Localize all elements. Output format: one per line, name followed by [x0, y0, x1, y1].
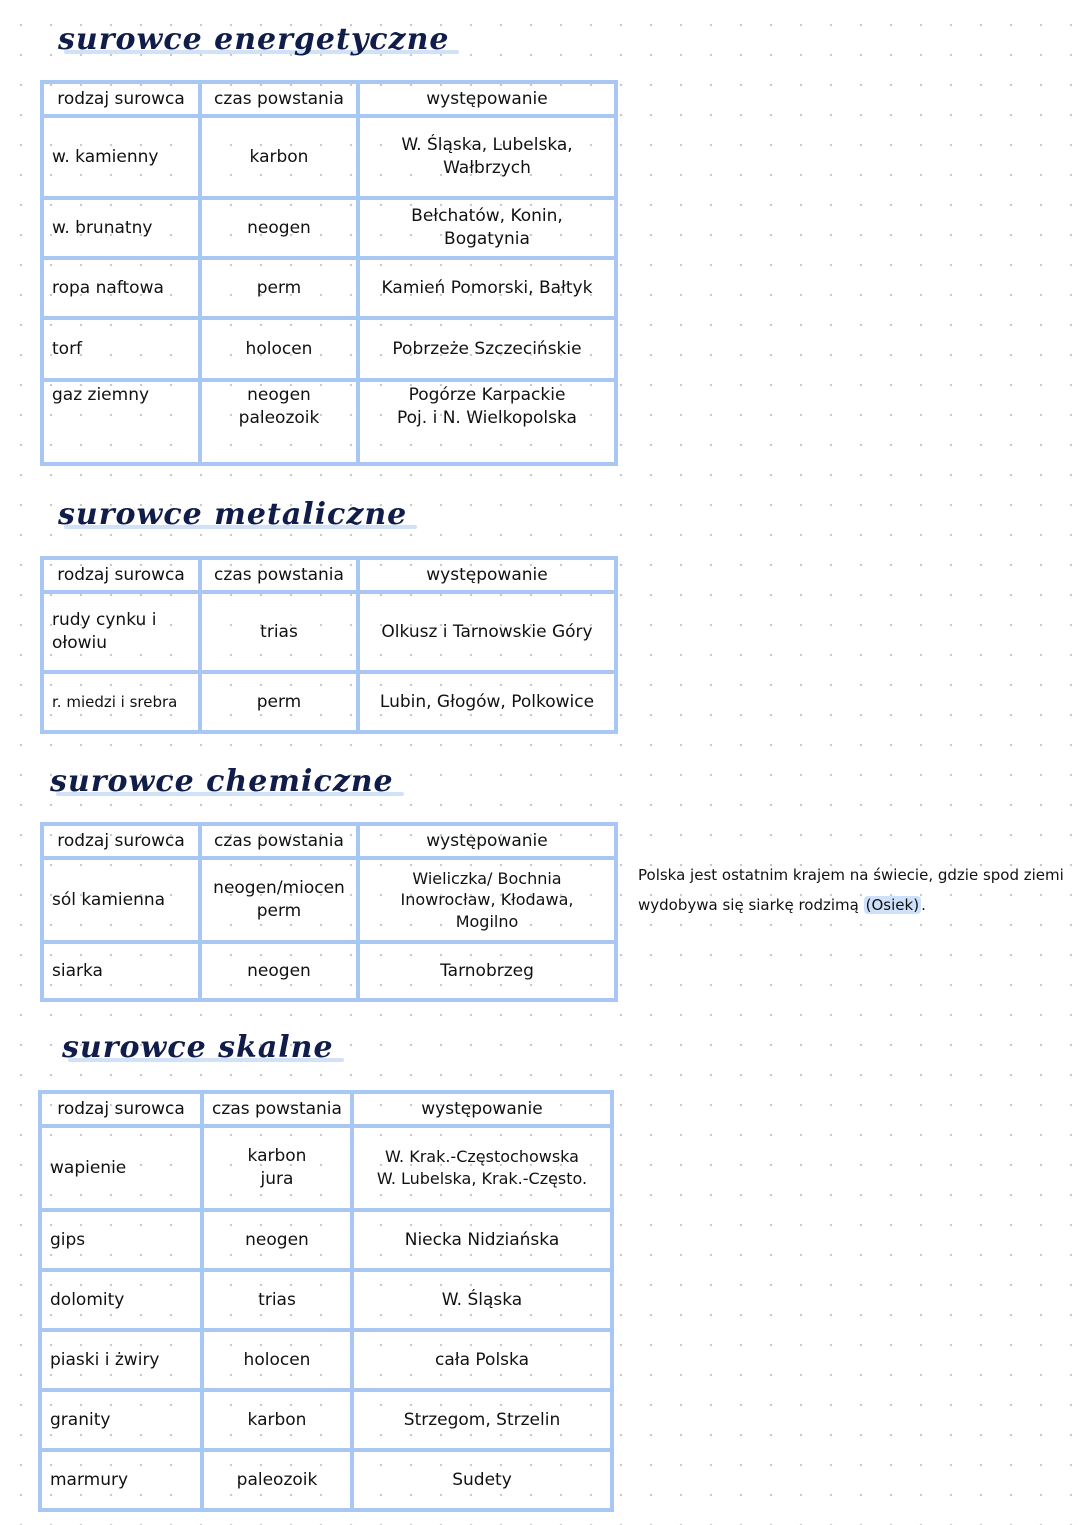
- cell-czas: holocen: [200, 318, 358, 380]
- cell-wystepowanie: Olkusz i Tarnowskie Góry: [358, 592, 616, 672]
- table-header-row: [42, 558, 616, 592]
- cell-czas: neogen/miocen perm: [200, 858, 358, 942]
- header-rodzaj: rodzaj surowca: [42, 824, 200, 858]
- cell-wystepowanie: Tarnobrzeg: [358, 942, 616, 1000]
- table-chemiczne: [40, 822, 618, 1002]
- header-rodzaj: rodzaj surowca: [40, 1092, 202, 1126]
- side-note: [638, 860, 1068, 920]
- section-title-energetyczne: surowce energetyczne: [58, 22, 450, 57]
- cell-rodzaj: r. miedzi i srebra: [42, 672, 200, 732]
- cell-czas: karbon jura: [202, 1126, 352, 1210]
- side-note-end: .: [921, 896, 926, 914]
- cell-wystepowanie: Wieliczka/ Bochnia Inowrocław, Kłodawa, Mogilno: [358, 858, 616, 942]
- cell-wystepowanie: W. Śląska: [352, 1270, 612, 1330]
- table-row: [42, 592, 616, 672]
- cell-rodzaj: w. kamienny: [42, 116, 200, 198]
- cell-wystepowanie: Lubin, Głogów, Polkowice: [358, 672, 616, 732]
- table-header-row: [40, 1092, 612, 1126]
- cell-rodzaj: w. brunatny: [42, 198, 200, 258]
- cell-wystepowanie: Strzegom, Strzelin: [352, 1390, 612, 1450]
- cell-czas: trias: [200, 592, 358, 672]
- cell-wystepowanie: W. Krak.-Częstochowska W. Lubelska, Krak.-Często.: [352, 1126, 612, 1210]
- table-row: [40, 1126, 612, 1210]
- cell-czas: neogen: [200, 942, 358, 1000]
- cell-rodzaj: granity: [40, 1390, 202, 1450]
- header-wystepowanie: występowanie: [358, 558, 616, 592]
- cell-rodzaj: gaz ziemny: [42, 380, 200, 464]
- table-row: [42, 942, 616, 1000]
- cell-czas: karbon: [200, 116, 358, 198]
- section-title-metaliczne: surowce metaliczne: [58, 497, 408, 532]
- cell-czas: perm: [200, 258, 358, 318]
- header-wystepowanie: występowanie: [358, 824, 616, 858]
- header-rodzaj: rodzaj surowca: [42, 558, 200, 592]
- cell-rodzaj: rudy cynku i ołowiu: [42, 592, 200, 672]
- cell-rodzaj: piaski i żwiry: [40, 1330, 202, 1390]
- cell-wystepowanie: cała Polska: [352, 1330, 612, 1390]
- cell-wystepowanie: Bełchatów, Konin, Bogatynia: [358, 198, 616, 258]
- cell-rodzaj: siarka: [42, 942, 200, 1000]
- cell-czas: trias: [202, 1270, 352, 1330]
- table-row: [40, 1210, 612, 1270]
- table-row: [42, 380, 616, 464]
- cell-czas: neogen paleozoik: [200, 380, 358, 464]
- cell-wystepowanie: Kamień Pomorski, Bałtyk: [358, 258, 616, 318]
- section-title-chemiczne: surowce chemiczne: [50, 764, 394, 799]
- cell-wystepowanie: Pobrzeże Szczecińskie: [358, 318, 616, 380]
- cell-czas: neogen: [200, 198, 358, 258]
- table-row: [40, 1390, 612, 1450]
- table-row: [40, 1450, 612, 1510]
- cell-wystepowanie: W. Śląska, Lubelska, Wałbrzych: [358, 116, 616, 198]
- header-czas: czas powstania: [202, 1092, 352, 1126]
- header-czas: czas powstania: [200, 82, 358, 116]
- cell-rodzaj: dolomity: [40, 1270, 202, 1330]
- cell-rodzaj: wapienie: [40, 1126, 202, 1210]
- table-metaliczne: [40, 556, 618, 734]
- table-row: [42, 198, 616, 258]
- header-czas: czas powstania: [200, 558, 358, 592]
- cell-wystepowanie: Pogórze Karpackie Poj. i N. Wielkopolska: [358, 380, 616, 464]
- cell-rodzaj: sól kamienna: [42, 858, 200, 942]
- header-czas: czas powstania: [200, 824, 358, 858]
- cell-czas: neogen: [202, 1210, 352, 1270]
- table-header-row: [42, 824, 616, 858]
- cell-czas: holocen: [202, 1330, 352, 1390]
- table-header-row: [42, 82, 616, 116]
- table-row: [42, 672, 616, 732]
- table-row: [40, 1330, 612, 1390]
- cell-czas: karbon: [202, 1390, 352, 1450]
- cell-rodzaj: ropa naftowa: [42, 258, 200, 318]
- cell-rodzaj: marmury: [40, 1450, 202, 1510]
- table-row: [42, 858, 616, 942]
- cell-wystepowanie: Sudety: [352, 1450, 612, 1510]
- cell-rodzaj: torf: [42, 318, 200, 380]
- table-row: [42, 318, 616, 380]
- cell-czas: paleozoik: [202, 1450, 352, 1510]
- table-skalne: [38, 1090, 614, 1512]
- side-note-highlight: (Osiek): [865, 896, 920, 914]
- table-row: [42, 116, 616, 198]
- cell-rodzaj: gips: [40, 1210, 202, 1270]
- header-rodzaj: rodzaj surowca: [42, 82, 200, 116]
- header-wystepowanie: występowanie: [358, 82, 616, 116]
- cell-czas: perm: [200, 672, 358, 732]
- table-energetyczne: [40, 80, 618, 466]
- cell-wystepowanie: Niecka Nidziańska: [352, 1210, 612, 1270]
- table-row: [40, 1270, 612, 1330]
- section-title-skalne: surowce skalne: [62, 1030, 334, 1065]
- header-wystepowanie: występowanie: [352, 1092, 612, 1126]
- table-row: [42, 258, 616, 318]
- side-note-text: Polska jest ostatnim krajem na świecie, gdzie spod ziemi wydobywa się siarkę rodzimą: [638, 866, 1064, 914]
